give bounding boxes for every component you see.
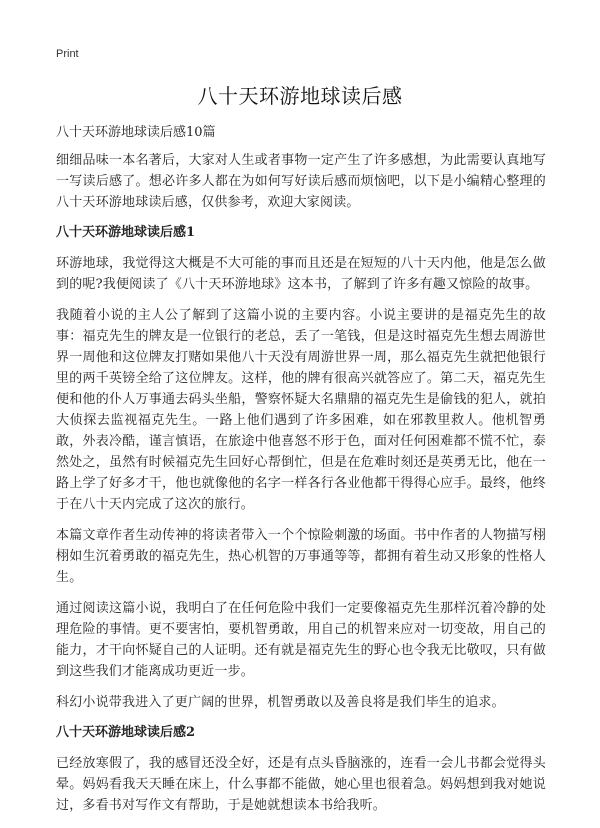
- section-1-paragraph-2: 我随着小说的主人公了解到了这篇小说的主要内容。小说主要讲的是福克先生的故事：福克先生的牌友是一位银行的老总，丢了一笔钱，但是这时福克先生想去周游世界一周他和这位牌友打赌如果他八十天没有周游世界一周，那么福克先生就把他银行里的两千英镑全给了这位牌友。这样，他的牌有很高兴就答应了。第二天，福克先生便和他的仆人万事通去码头坐船，警察怀疑大名鼎鼎的福克先生是偷钱的犯人，就拍大侦探去监视福克先生。一路上他们遇到了许多困难，如在邪教里救人。他机智勇敢，外表冷酷，谨言慎语，在旅途中他喜怒不形于色，面对任何困难都不慌不忙，泰然处之，虽然有时候福克先生回好心帮倒忙，但是在危难时刻还是英勇无比，他在一路上学了好多才干，他也就像他的名字一样各行各业他都干得得心应手。最终，他终于在八十天内完成了这次的旅行。: [56, 308, 546, 512]
- document-body: [56, 150, 546, 826]
- section-2-paragraph-1: 已经放寒假了，我的感冒还没全好，还是有点头昏脑涨的，连看一会儿书都会觉得头晕。妈妈看我天天睡在床上，什么事都不能做，她心里也很着急。妈妈想到我对她说过，多看书对写作文有帮助，于是她就想读本书给我听。: [56, 756, 546, 813]
- section-1-paragraph-5: 科幻小说带我进入了更广阔的世界，机智勇敢以及善良将是我们毕生的追求。: [56, 695, 505, 710]
- section-1-paragraph-4: 通过阅读这篇小说，我明白了在任何危险中我们一定要像福克先生那样沉着冷静的处理危险的事情。更不要害怕，要机智勇敢，用自己的机智来应对一切变故，用自己的能力，才干向怀疑自己的人证明。还有就是福克先生的野心也令我无比敬叹，只有做到这些我们才能离成功更近一步。: [56, 601, 546, 679]
- document-title: 八十天环游地球读后感: [197, 84, 403, 108]
- section-1-paragraph-1: 环游地球，我觉得这大概是不大可能的事而且还是在短短的八十天内他，他是怎么做到的呢?我便阅读了《八十天环游地球》这本书，了解到了许多有趣又惊险的故事。: [56, 256, 546, 292]
- section-heading-1: 八十天环游地球读后感1: [56, 225, 196, 240]
- intro-paragraph: 细细品味一本名著后，大家对人生或者事物一定产生了许多感想，为此需要认真地写一写读后感了。想必许多人都在为如何写好读后感而烦恼吧，以下是小编精心整理的八十天环游地球读后感，仅供参考，欢迎大家阅读。: [56, 153, 546, 210]
- section-heading-2: 八十天环游地球读后感2: [56, 725, 196, 740]
- document-subtitle: 八十天环游地球读后感10篇: [56, 125, 216, 140]
- section-1-paragraph-3: 本篇文章作者生动传神的将读者带入一个个惊险刺激的场面。书中作者的人物描写栩栩如生沉着勇敢的福克先生，热心机智的万事通等等，都拥有着生动又形象的性格人生。: [56, 528, 546, 585]
- print-link[interactable]: Print: [56, 48, 79, 60]
